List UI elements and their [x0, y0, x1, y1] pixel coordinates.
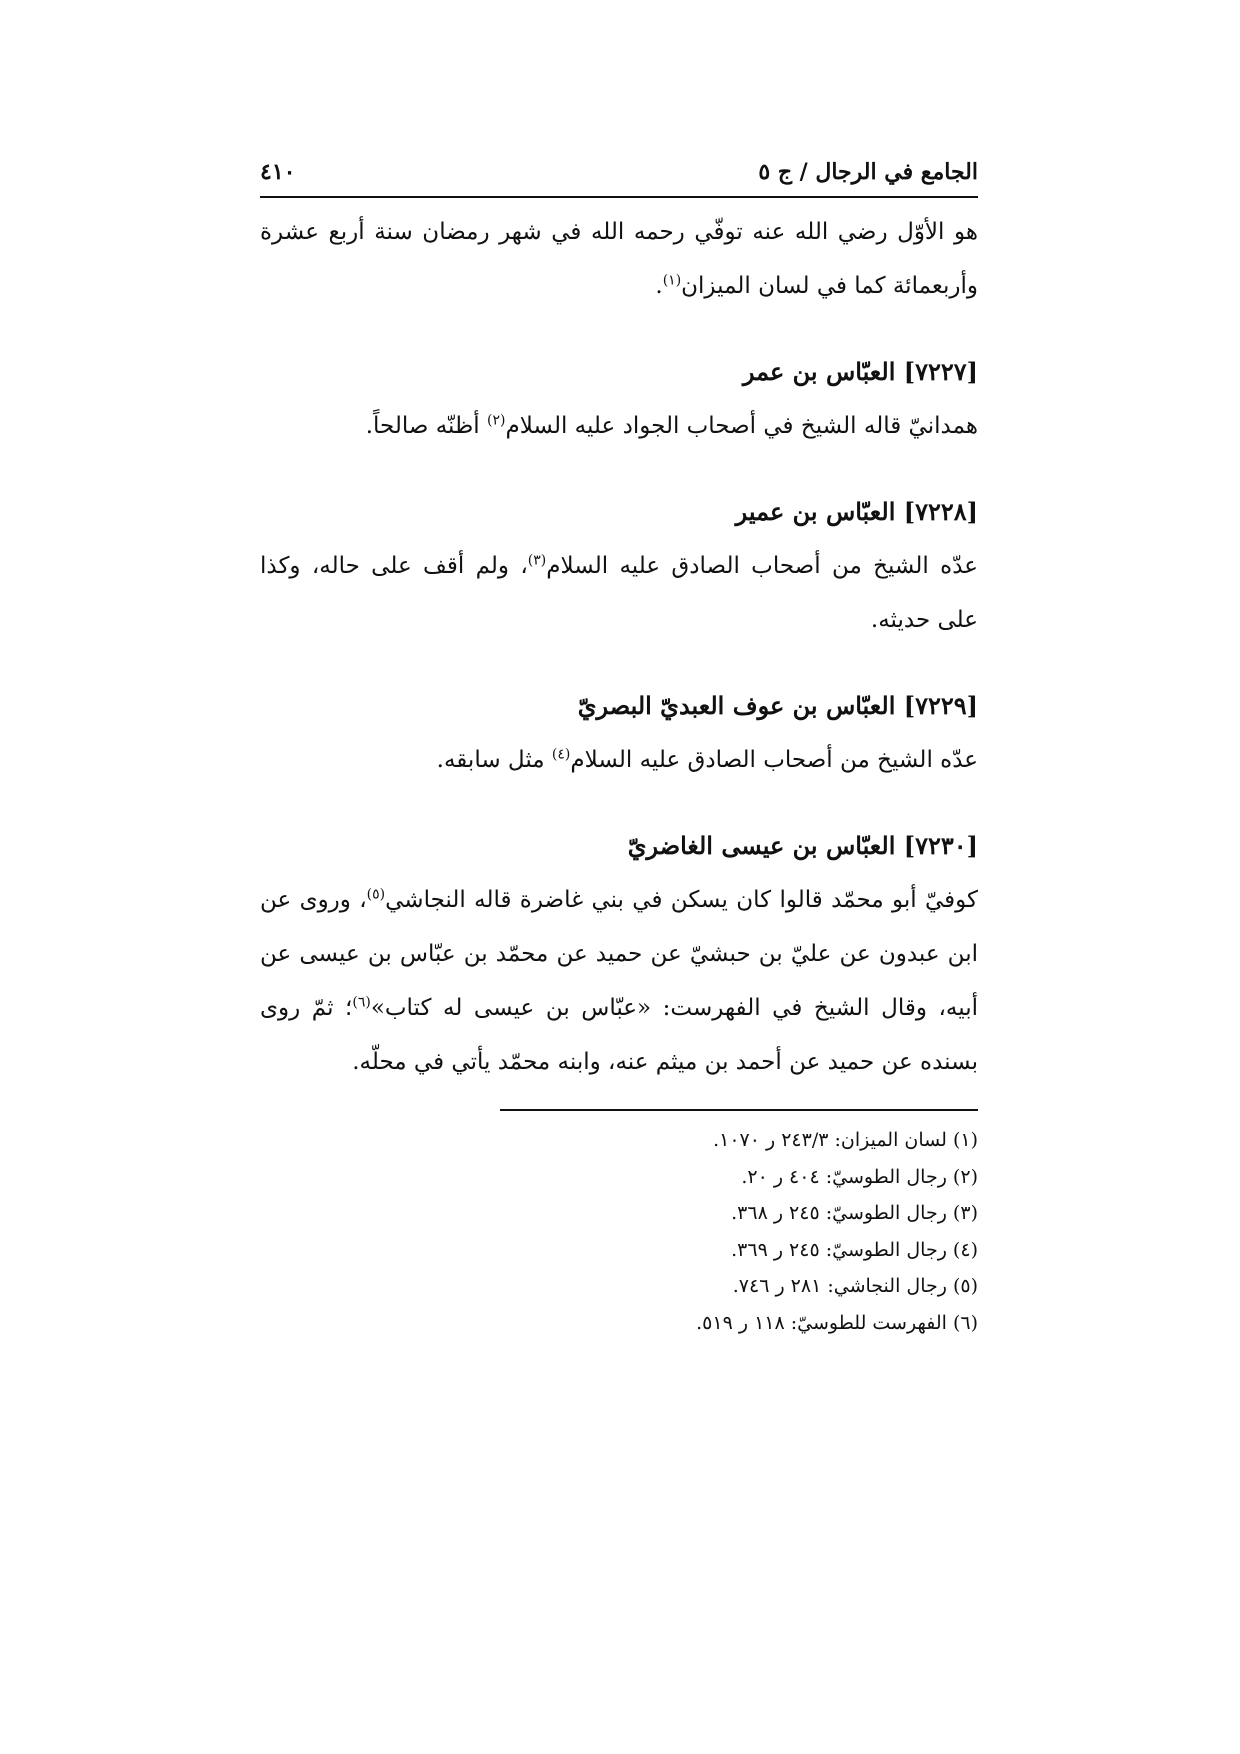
entry-text-part-3: ؛ ثمّ روى بسنده عن حميد عن أحمد بن ميثم عنه، وابنه محمّد يأتي في محلّه. [260, 995, 978, 1075]
footnote-ref-4: (٤) [551, 746, 571, 763]
intro-end: . [655, 273, 663, 299]
entry-text-part-2: ، وروى عن ابن عبدون عن عليّ بن حبشيّ عن حميد عن محمّد بن عبّاس بن عيسى عن أبيه، وقال الشيخ في الفهرست: «عبّاس بن عيسى له كتاب» [260, 887, 978, 1021]
entry-text [260, 873, 978, 1089]
entry-text-b: ، ولم أقف على حاله، وكذا على حديثه. [260, 553, 978, 633]
footnotes-list [260, 1122, 978, 1341]
entry-7230 [260, 819, 978, 1089]
entry-text-a: عدّه الشيخ من أصحاب الصادق عليه السلام [546, 553, 979, 579]
footnote-ref-1: (١) [662, 272, 682, 289]
footnote-ref-3: (٣) [527, 552, 547, 569]
entry-text-b: مثل سابقه. [436, 747, 552, 773]
footnote-rule [500, 1109, 978, 1111]
footnote-item: (٢) رجال الطوسيّ: ٤٠٤ ر ٢٠. [741, 1165, 978, 1188]
intro-line-1: هو الأوّل رضي الله عنه توفّي رحمه الله في شهر رمضان سنة أربع عشرة وأربعمائة كما في [260, 219, 978, 299]
intro-paragraph [260, 205, 978, 313]
footnote-ref-5: (٥) [366, 886, 386, 903]
entry-7229 [260, 679, 978, 787]
entry-text-part-1: كوفيّ أبو محمّد قالوا كان يسكن في بني غاضرة قاله النجاشي [385, 887, 978, 913]
entry-title: [٧٢٢٧] العبّاس بن عمر [742, 357, 978, 386]
entry-title: [٧٢٢٨] العبّاس بن عمير [735, 497, 978, 526]
footnote-item: (١) لسان الميزان: ٢٤٣/٣ ر ١٠٧٠. [713, 1129, 978, 1151]
entry-7227 [260, 345, 978, 453]
entry-text [260, 733, 978, 787]
header-rule [260, 196, 978, 198]
entry-title: [٧٢٣٠] العبّاس بن عيسى الغاضريّ [627, 831, 978, 860]
footnote-ref-6: (٦) [352, 994, 371, 1011]
entry-text [260, 399, 978, 453]
entry-text-a: عدّه الشيخ من أصحاب الصادق عليه السلام [570, 747, 978, 773]
running-header [260, 152, 978, 192]
entry-title: [٧٢٢٩] العبّاس بن عوف العبديّ البصريّ [577, 691, 978, 720]
entry-text-a: همدانيّ قاله الشيخ في أصحاب الجواد عليه السلام [505, 413, 978, 439]
footnote-ref-2: (٢) [487, 412, 506, 429]
footnote-item: (٦) الفهرست للطوسيّ: ١١٨ ر ٥١٩. [696, 1311, 978, 1334]
footnote-item: (٥) رجال النجاشي: ٢٨١ ر ٧٤٦. [732, 1275, 978, 1297]
entry-7228 [260, 485, 978, 647]
entry-text-b: أظنّه صالحاً. [365, 413, 487, 439]
page-number: ٤١٠ [260, 159, 296, 185]
book-title: الجامع في الرجال / ج ٥ [758, 159, 978, 185]
footnote-item: (٤) رجال الطوسيّ: ٢٤٥ ر ٣٦٩. [731, 1238, 978, 1261]
footnote-item: (٣) رجال الطوسيّ: ٢٤٥ ر ٣٦٨. [731, 1202, 978, 1224]
intro-line-2: لسان الميزان [681, 273, 810, 299]
entry-text [260, 539, 978, 647]
main-text [260, 205, 978, 1089]
